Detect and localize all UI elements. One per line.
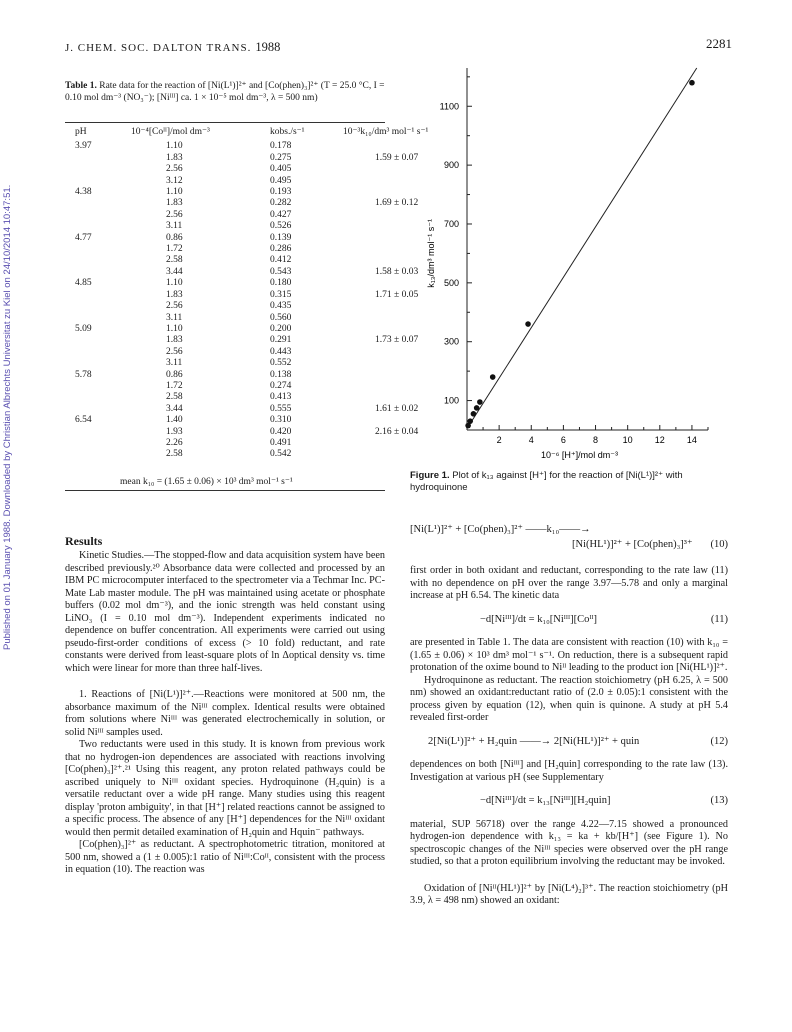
cell-co-conc: 2.56 [166, 209, 183, 220]
cell-ph [65, 335, 131, 346]
fit-line [467, 68, 697, 429]
table-caption-text: Rate data for the reaction of [Ni(L¹)]²⁺ and [Co(phen)₃]²⁺ (T = 25.0 °C, I = 0.10 mol dm⁻³ (NO₃⁻); [Niᴵᴵᴵ] ca. 1 × 10⁻⁵ mol dm⁻³, λ = 500 nm) [65, 81, 385, 103]
table-row [65, 370, 455, 381]
table-row [65, 267, 455, 278]
cell-co-conc: 1.10 [166, 278, 183, 289]
cell-co-conc: 3.11 [166, 358, 183, 369]
table-row [65, 381, 455, 392]
cell-ph: 5.09 [75, 323, 92, 334]
paragraph: [Co(phen)₃]²⁺ as reductant. A spectrophotometric titration, monitored at 500 nm, showed a (1 ± 0.005):1 ratio of Niᴵᴵᴵ:Coᴵᴵ, consistent with the process in equation (10). The reaction was [65, 839, 385, 875]
cell-co-conc: 2.58 [166, 449, 183, 460]
equation-11 [480, 614, 728, 627]
cell-ph: 5.78 [75, 369, 92, 380]
cell-kobs: 0.413 [270, 392, 292, 403]
table-caption [65, 80, 385, 104]
cell-kobs: 0.193 [270, 187, 292, 198]
cell-ph [65, 153, 131, 164]
cell-ph: 4.38 [75, 187, 92, 198]
cell-ph [65, 290, 131, 301]
equation-12 [428, 736, 728, 749]
cell-ph [65, 301, 131, 312]
cell-kobs: 0.435 [270, 301, 292, 312]
cell-co-conc: 1.10 [166, 187, 183, 198]
cell-kobs: 0.200 [270, 323, 292, 334]
cell-kobs: 0.552 [270, 358, 292, 369]
table-bottom-rule [65, 490, 385, 491]
table-top-rule [65, 122, 385, 123]
cell-co-conc: 1.83 [166, 335, 183, 346]
cell-ph [65, 267, 131, 278]
equation-13-body: −d[Niᴵᴵᴵ]/dt = k₁₃[Niᴵᴵᴵ][H₂quin] [480, 795, 611, 806]
cell-ph [65, 392, 131, 403]
cell-ph [65, 244, 131, 255]
table-row [65, 335, 455, 346]
equation-11-body: −d[Niᴵᴵᴵ]/dt = k₁₀[Niᴵᴵᴵ][Coᴵᴵ] [480, 613, 598, 625]
cell-kobs: 0.310 [270, 415, 292, 426]
table-row [65, 301, 455, 312]
cell-k10: 1.58 ± 0.03 [375, 266, 419, 277]
cell-co-conc: 2.56 [166, 164, 183, 175]
table-row [65, 198, 455, 209]
cell-co-conc: 2.56 [166, 346, 183, 357]
table-header-row [65, 127, 455, 141]
cell-ph [65, 313, 131, 324]
table-row [65, 187, 455, 198]
cell-k10: 2.16 ± 0.04 [375, 426, 419, 437]
table-row [65, 244, 455, 255]
data-point [689, 80, 695, 86]
cell-kobs: 0.495 [270, 175, 292, 186]
table-label: Table 1. [65, 81, 97, 91]
paragraph: Two reductants were used in this study. It is known from previous work that no hydrogen-ion dependences are associated with reactions involving [Co(phen)₃]²⁺.²¹ Using this reagent, any proton related pathways could be ascribed uniquely to Niᴵᴵᴵ oxidant species. Hydroquinone (H₂quin) is a versatile reductant over a wide pH range. Many studies using this reagent display 'proton ambiguity', in that [H⁺] related reactions cannot be assigned to a specific process. The absence of any [H⁺] dependences for the Niᴵᴵᴵ oxidant would then permit detailed examination of H₂quin and Hquin⁻ pathways. [65, 739, 385, 838]
cell-ph: 4.77 [75, 232, 92, 243]
table-mean: mean k₁₀ = (1.65 ± 0.06) × 10³ dm³ mol⁻¹ s⁻¹ [120, 477, 293, 487]
paragraph: material, SUP 56718) over the range 4.22—7.15 showed a pronounced hydrogen-ion dependence with k₁₃ = ka + kb/[H⁺] (see Figure 1). No spectroscopic changes of the Niᴵᴵᴵ species were observed over the pH range studied, so that a proton equilibrium involving the reductant may be invoked. [410, 818, 728, 867]
cell-kobs: 0.405 [270, 164, 292, 175]
y-tick-label: 1100 [439, 101, 459, 112]
equation-10 [410, 524, 728, 551]
data-point [467, 418, 473, 424]
cell-co-conc: 3.11 [166, 312, 183, 323]
cell-kobs: 0.543 [270, 266, 292, 277]
cell-co-conc: 3.11 [166, 221, 183, 232]
cell-kobs: 0.560 [270, 312, 292, 323]
table-row [65, 358, 455, 369]
table-row [65, 449, 455, 460]
cell-kobs: 0.420 [270, 426, 292, 437]
cell-co-conc: 1.83 [166, 152, 183, 163]
paragraph: first order in both oxidant and reductant, corresponding to the rate law (11) with no dependence on pH over the range 3.97—5.78 and only a marginal increase at pH 6.54. The kinetic data [410, 565, 728, 601]
equation-12-body: 2[Ni(L¹)]²⁺ + H₂quin ——→ 2[Ni(HL¹)]²⁺ + quin [428, 735, 640, 747]
journal-year: 1988 [255, 40, 281, 54]
x-axis-label: 10⁻⁶ [H⁺]/mol dm⁻³ [540, 450, 618, 460]
cell-kobs: 0.427 [270, 209, 292, 220]
y-tick-label: 500 [443, 277, 459, 288]
table-row [65, 290, 455, 301]
cell-kobs: 0.291 [270, 335, 292, 346]
cell-ph: 3.97 [75, 141, 92, 152]
data-point [471, 411, 477, 417]
cell-ph [65, 381, 131, 392]
figure-caption-text: Plot of k₁₃ against [H⁺] for the reaction of [Ni(L¹)]²⁺ with hydroquinone [410, 470, 683, 493]
y-tick-label: 900 [443, 160, 459, 171]
cell-ph [65, 347, 131, 358]
cell-ph [65, 255, 131, 266]
table-row [65, 210, 455, 221]
equation-number: (10) [710, 538, 728, 550]
journal-name: J. CHEM. SOC. DALTON TRANS. [65, 42, 252, 54]
cell-kobs: 0.138 [270, 369, 292, 380]
cell-co-conc: 3.44 [166, 403, 183, 414]
cell-co-conc: 2.26 [166, 437, 183, 448]
col-header-k10: 10⁻³k₁₀/dm³ mol⁻¹ s⁻¹ [343, 127, 429, 137]
table-row [65, 278, 455, 289]
data-point [525, 321, 531, 327]
paragraph: Kinetic Studies.—The stopped-flow and data acquisition system have been described previously.²⁰ Absorbance data were collected and processed by an IBM PC microcomputer interfaced to the spectrometer via a Techmar Inc. PC-Mate Lab master module. The pH was maintained using acetate or phosphate buffers (0.02 mol dm⁻³), and the ionic strength was held constant using LiNO₃ (I = 0.10 mol dm⁻³). Independent experiments indicated no dependence on buffer concentration. All experiments were carried out using pseudo-first-order conditions of excess (> 10 fold) reductant, and rate constants were derived from least-square plots of ln Δoptical density vs. time which were linear for more than three half-lives. [65, 550, 385, 674]
right-column-text [410, 524, 728, 908]
equation-13 [480, 795, 728, 808]
data-point [490, 374, 496, 380]
cell-ph [65, 198, 131, 209]
cell-co-conc: 1.40 [166, 415, 183, 426]
cell-co-conc: 1.72 [166, 244, 183, 255]
table-row [65, 313, 455, 324]
cell-ph [65, 164, 131, 175]
cell-co-conc: 1.83 [166, 289, 183, 300]
cell-kobs: 0.178 [270, 141, 292, 152]
cell-ph: 6.54 [75, 415, 92, 426]
cell-kobs: 0.542 [270, 449, 292, 460]
x-tick-label: 2 [496, 435, 502, 445]
cell-kobs: 0.180 [270, 278, 292, 289]
cell-kobs: 0.555 [270, 403, 292, 414]
y-axis-label: k₁₃/dm³ mol⁻¹ s⁻¹ [426, 219, 436, 288]
x-tick-label: 12 [654, 435, 665, 445]
data-point [477, 399, 483, 405]
col-header-kobs: kobs./s⁻¹ [270, 127, 305, 137]
cell-ph [65, 221, 131, 232]
cell-ph [65, 210, 131, 221]
cell-co-conc: 1.83 [166, 198, 183, 209]
table-row [65, 324, 455, 335]
figure-plot [410, 60, 720, 470]
cell-ph [65, 358, 131, 369]
col-header-ph: pH [75, 127, 87, 137]
cell-kobs: 0.491 [270, 437, 292, 448]
x-tick-label: 4 [528, 435, 534, 445]
cell-kobs: 0.526 [270, 221, 292, 232]
cell-k10: 1.69 ± 0.12 [375, 198, 419, 209]
equation-number: (13) [710, 795, 728, 806]
paragraph: 1. Reactions of [Ni(L¹)]²⁺.—Reactions were monitored at 500 nm, the absorbance maximum of the Niᴵᴵᴵ complex. Identical results were obtained from solutions where Niᴵᴵᴵ was generated electrochemically in solution, or solid Niᴵᴵᴵ samples used. [65, 689, 385, 738]
cell-ph [65, 438, 131, 449]
cell-kobs: 0.443 [270, 346, 292, 357]
paragraph: Oxidation of [Niᴵᴵ(HL¹)]²⁺ by [Ni(L⁴)₂]³⁺. The reaction stoichiometry (pH 3.9, λ = 498 nm) showed an oxidant: [410, 882, 728, 906]
page-number: 2281 [706, 36, 732, 51]
rate-data-table [65, 127, 455, 461]
cell-ph [65, 176, 131, 187]
figure-label: Figure 1. [410, 470, 450, 481]
table-row [65, 164, 455, 175]
cell-co-conc: 2.58 [166, 392, 183, 403]
x-tick-label: 8 [593, 435, 599, 445]
equation-number: (11) [710, 613, 728, 625]
table-row [65, 255, 455, 266]
cell-co-conc: 1.93 [166, 426, 183, 437]
paragraph: are presented in Table 1. The data are consistent with reaction (10) with k₁₀ = (1.65 ± 0.06) × 10³ dm³ mol⁻¹ s⁻¹. On reduction, there is a subsequent rapid protonation of the oxime bound to Niᴵᴵ leading to the product ion [Ni(HL¹)]²⁺. [410, 637, 728, 673]
data-point [474, 405, 480, 411]
equation-number: (12) [710, 735, 728, 747]
cell-co-conc: 1.72 [166, 380, 183, 391]
running-header [65, 40, 280, 55]
table-row [65, 427, 455, 438]
table-row [65, 153, 455, 164]
cell-kobs: 0.282 [270, 198, 292, 209]
cell-kobs: 0.315 [270, 289, 292, 300]
cell-kobs: 0.275 [270, 152, 292, 163]
table-row [65, 141, 455, 152]
cell-kobs: 0.412 [270, 255, 292, 266]
results-heading: Results [65, 534, 103, 548]
cell-co-conc: 0.86 [166, 232, 183, 243]
equation-10-rhs: [Ni(HL¹)]²⁺ + [Co(phen)₃]³⁺ [572, 538, 693, 550]
table-row [65, 176, 455, 187]
x-tick-label: 10 [622, 435, 633, 445]
cell-co-conc: 2.58 [166, 255, 183, 266]
cell-k10: 1.71 ± 0.05 [375, 289, 419, 300]
cell-co-conc: 0.86 [166, 369, 183, 380]
cell-co-conc: 3.12 [166, 175, 183, 186]
table-row [65, 221, 455, 232]
figure-caption [410, 470, 728, 493]
cell-kobs: 0.286 [270, 244, 292, 255]
cell-k10: 1.61 ± 0.02 [375, 403, 419, 414]
table-row [65, 438, 455, 449]
table-row [65, 404, 455, 415]
download-watermark [2, 90, 16, 650]
cell-kobs: 0.139 [270, 232, 292, 243]
cell-ph: 4.85 [75, 278, 92, 289]
table-row [65, 392, 455, 403]
cell-co-conc: 3.44 [166, 266, 183, 277]
equation-10-lhs: [Ni(L¹)]²⁺ + [Co(phen)₃]²⁺ ——k₁₀——→ [410, 524, 591, 535]
cell-k10: 1.73 ± 0.07 [375, 335, 419, 346]
table-row [65, 233, 455, 244]
y-tick-label: 100 [443, 395, 459, 406]
cell-ph [65, 449, 131, 460]
col-header-co: 10⁻⁴[Coᴵᴵ]/mol dm⁻³ [131, 127, 210, 137]
x-tick-label: 14 [686, 435, 697, 445]
table-body [65, 141, 455, 460]
cell-k10: 1.59 ± 0.07 [375, 152, 419, 163]
y-tick-label: 700 [443, 218, 459, 229]
left-column-text [65, 550, 385, 877]
cell-co-conc: 1.10 [166, 141, 183, 152]
cell-kobs: 0.274 [270, 380, 292, 391]
cell-ph [65, 404, 131, 415]
table-row [65, 415, 455, 426]
cell-ph [65, 427, 131, 438]
cell-co-conc: 2.56 [166, 301, 183, 312]
download-note: Published on 01 January 1988. Downloaded by Christian Albrechts Universitat zu Kiel on 24/10/2014 10:47:51. [2, 184, 13, 650]
y-tick-label: 300 [443, 336, 459, 347]
cell-co-conc: 1.10 [166, 323, 183, 334]
x-tick-label: 6 [560, 435, 566, 445]
paragraph: Hydroquinone as reductant. The reaction stoichiometry (pH 6.25, λ = 500 nm) showed an oxidant:reductant ratio of (2.0 ± 0.05):1 consistent with the process given by equation (12), when quin is quinone. A study at pH 5.4 revealed first-order [410, 674, 728, 723]
paragraph: dependences on both [Niᴵᴵᴵ] and [H₂quin] corresponding to the rate law (13). Investigation at various pH (see Supplementary [410, 759, 728, 783]
table-row [65, 347, 455, 358]
